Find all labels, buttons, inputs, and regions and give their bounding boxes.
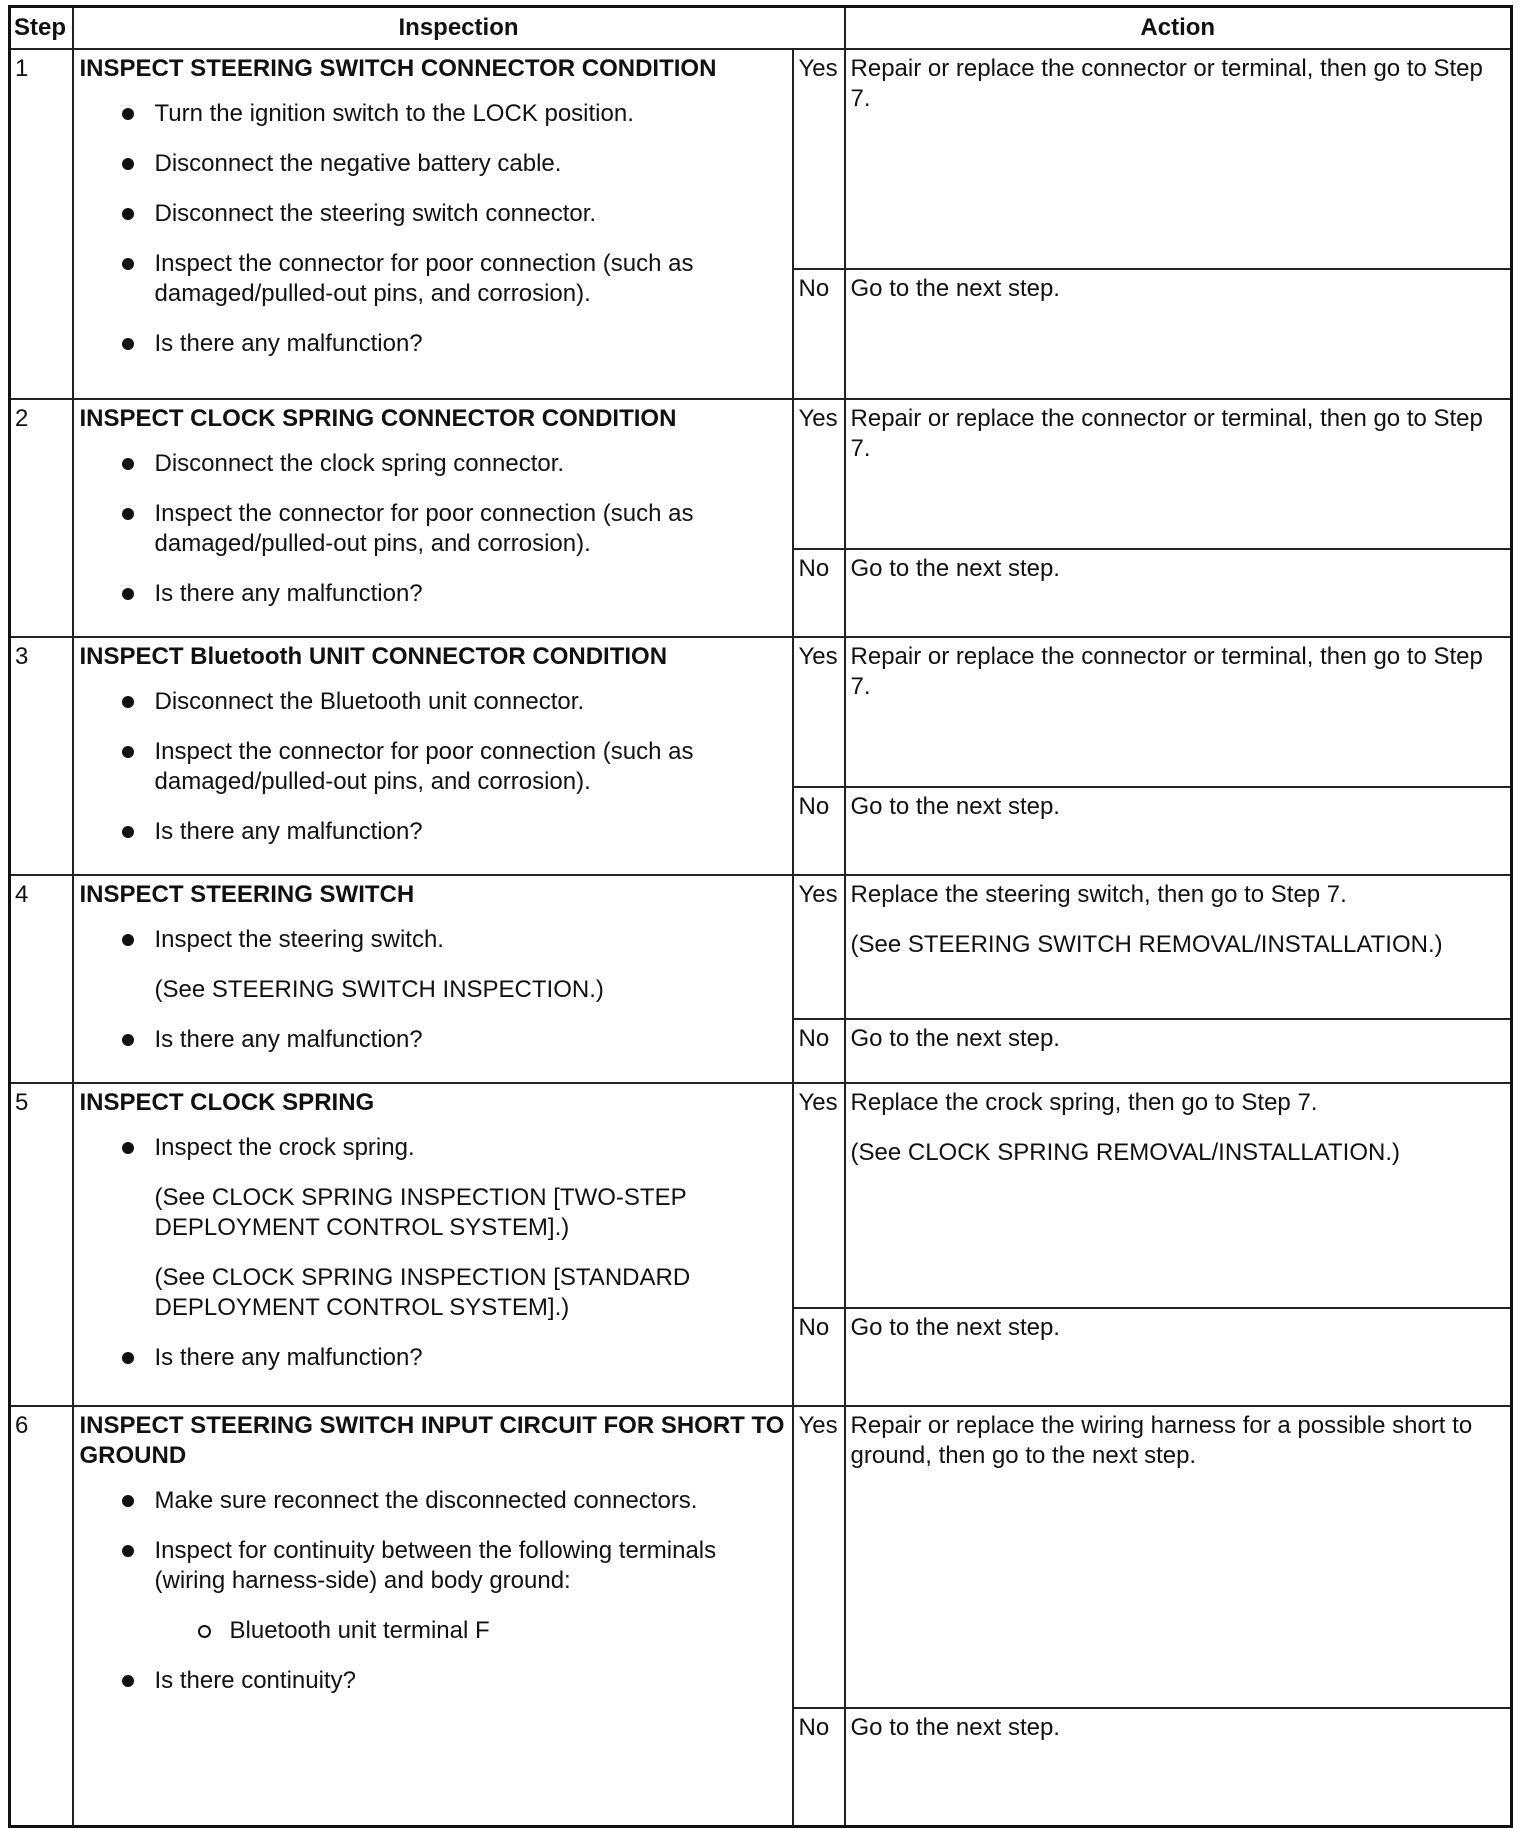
list-item: Inspect the steering switch. [80, 925, 786, 955]
inspection-cell [73, 399, 793, 637]
action-column-header: Action [845, 7, 1512, 50]
list-item: Is there any malfunction? [80, 579, 786, 609]
yes-label: Yes [793, 49, 845, 269]
diagnostic-table [8, 5, 1513, 1828]
step-title: INSPECT STEERING SWITCH INPUT CIRCUIT FOR SHORT TO GROUND [79, 1412, 785, 1469]
step-column-header: Step [10, 7, 73, 50]
sub-list-item: Bluetooth unit terminal F [80, 1616, 786, 1646]
list-item: Is there any malfunction? [80, 817, 786, 847]
step-title: INSPECT Bluetooth UNIT CONNECTOR CONDITION [79, 643, 668, 670]
reference-note: (See STEERING SWITCH INSPECTION.) [154, 976, 604, 1003]
table-row [10, 1406, 1512, 1708]
inspection-cell [73, 49, 793, 399]
table-row [10, 637, 1512, 787]
inspection-cell [73, 637, 793, 875]
no-label: No [793, 1019, 845, 1083]
list-item: Inspect the crock spring. [80, 1133, 786, 1163]
inspection-cell [73, 875, 793, 1083]
yes-action: Repair or replace the connector or terminal, then go to Step 7. [845, 399, 1512, 549]
no-label: No [793, 549, 845, 637]
bullet-icon [122, 1034, 134, 1046]
bullet-icon [122, 826, 134, 838]
list-item: Make sure reconnect the disconnected connectors. [80, 1486, 786, 1516]
step-number: 3 [10, 637, 73, 875]
bullet-icon [122, 934, 134, 946]
bullet-icon [122, 258, 134, 270]
reference-note: (See CLOCK SPRING REMOVAL/INSTALLATION.) [850, 1139, 1400, 1166]
circle-bullet-icon [198, 1625, 211, 1638]
no-label: No [793, 1308, 845, 1406]
reference-note: (See CLOCK SPRING INSPECTION [STANDARD DEPLOYMENT CONTROL SYSTEM].) [154, 1264, 691, 1321]
list-item: Is there any malfunction? [80, 329, 786, 359]
yes-label: Yes [793, 1083, 845, 1308]
table-row [10, 875, 1512, 1019]
list-item: Disconnect the Bluetooth unit connector. [80, 687, 786, 717]
step-title: INSPECT CLOCK SPRING [79, 1089, 375, 1116]
inspection-column-header: Inspection [73, 7, 845, 50]
reference-note: (See CLOCK SPRING INSPECTION [TWO-STEP DEPLOYMENT CONTROL SYSTEM].) [154, 1184, 687, 1241]
list-item: Is there continuity? [80, 1666, 786, 1696]
bullet-icon [122, 1142, 134, 1154]
table-row [10, 49, 1512, 269]
bullet-icon [122, 158, 134, 170]
no-action: Go to the next step. [845, 787, 1512, 875]
table-row [10, 399, 1512, 549]
yes-label: Yes [793, 1406, 845, 1708]
step-title: INSPECT STEERING SWITCH CONNECTOR CONDITION [79, 55, 717, 82]
no-action: Go to the next step. [845, 1019, 1512, 1083]
list-item: Turn the ignition switch to the LOCK position. [80, 99, 786, 129]
no-label: No [793, 1708, 845, 1827]
reference-note: (See STEERING SWITCH REMOVAL/INSTALLATION.) [850, 931, 1443, 958]
step-title: INSPECT CLOCK SPRING CONNECTOR CONDITION [79, 405, 677, 432]
step-number: 2 [10, 399, 73, 637]
no-action: Go to the next step. [845, 549, 1512, 637]
yes-action: Repair or replace the wiring harness for a possible short to ground, then go to the next step. [845, 1406, 1512, 1708]
yes-action: Repair or replace the connector or terminal, then go to Step 7. [845, 49, 1512, 269]
bullet-icon [122, 1495, 134, 1507]
yes-label: Yes [793, 875, 845, 1019]
yes-action: Replace the steering switch, then go to Step 7. (See STEERING SWITCH REMOVAL/INSTALLATION.) [845, 875, 1512, 1019]
bullet-icon [122, 338, 134, 350]
inspection-cell [73, 1083, 793, 1406]
list-item: Inspect the connector for poor connection (such as damaged/pulled-out pins, and corrosion). [80, 499, 786, 559]
table-row [10, 1083, 1512, 1308]
step-number: 6 [10, 1406, 73, 1827]
yes-action: Replace the crock spring, then go to Step 7. (See CLOCK SPRING REMOVAL/INSTALLATION.) [845, 1083, 1512, 1308]
bullet-icon [122, 696, 134, 708]
no-action: Go to the next step. [845, 269, 1512, 399]
no-action: Go to the next step. [845, 1708, 1512, 1827]
list-item: Is there any malfunction? [80, 1343, 786, 1373]
step-title: INSPECT STEERING SWITCH [79, 881, 415, 908]
no-label: No [793, 787, 845, 875]
inspection-cell [73, 1406, 793, 1827]
bullet-icon [122, 1545, 134, 1557]
bullet-icon [122, 746, 134, 758]
list-item: Inspect for continuity between the following terminals (wiring harness-side) and body ground: [80, 1536, 786, 1596]
list-item: Inspect the connector for poor connection (such as damaged/pulled-out pins, and corrosion). [80, 737, 786, 797]
bullet-icon [122, 108, 134, 120]
bullet-icon [122, 588, 134, 600]
yes-label: Yes [793, 399, 845, 549]
bullet-icon [122, 508, 134, 520]
step-number: 5 [10, 1083, 73, 1406]
list-item: Inspect the connector for poor connection (such as damaged/pulled-out pins, and corrosion). [80, 249, 786, 309]
list-item: Is there any malfunction? [80, 1025, 786, 1055]
list-item: Disconnect the steering switch connector. [80, 199, 786, 229]
bullet-icon [122, 1352, 134, 1364]
bullet-icon [122, 208, 134, 220]
no-action: Go to the next step. [845, 1308, 1512, 1406]
header-row [10, 7, 1512, 50]
bullet-icon [122, 458, 134, 470]
diagnostic-procedure-page [8, 5, 1510, 1828]
bullet-icon [122, 1675, 134, 1687]
yes-label: Yes [793, 637, 845, 787]
step-number: 1 [10, 49, 73, 399]
list-item: Disconnect the clock spring connector. [80, 449, 786, 479]
yes-action: Repair or replace the connector or terminal, then go to Step 7. [845, 637, 1512, 787]
list-item: Disconnect the negative battery cable. [80, 149, 786, 179]
no-label: No [793, 269, 845, 399]
step-number: 4 [10, 875, 73, 1083]
